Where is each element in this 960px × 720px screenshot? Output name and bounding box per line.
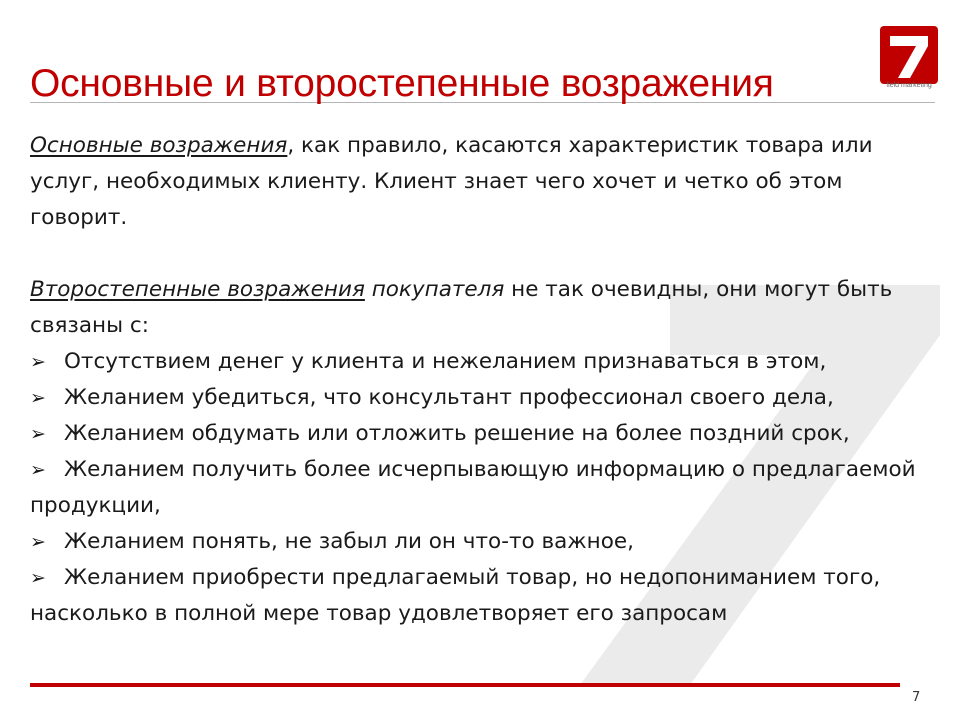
paragraph-secondary-objections <box>30 272 925 344</box>
paragraph-main-objections-text: , как правило, касаются характеристик товара или услуг, необходимых клиенту. Клиент знает чего хочет и четко об этом говорит. <box>30 133 873 230</box>
field-marketing-logo-icon <box>878 20 940 90</box>
term-secondary-objections: Второстепенные возражения <box>30 277 365 302</box>
list-item-text: Желанием убедиться, что консультант профессионал своего дела, <box>64 385 834 410</box>
slide-title: Основные и второстепенные возражения <box>30 62 774 105</box>
paragraph-main-objections <box>30 128 925 236</box>
arrowhead-bullet-icon: ➢ <box>30 531 46 553</box>
list-item <box>30 560 925 632</box>
slide-body <box>30 128 925 632</box>
list-item <box>30 344 925 380</box>
list-item-text: Желанием понять, не забыл ли он что-то важное, <box>64 529 634 554</box>
list-item-text: Отсутствием денег у клиента и нежеланием признаваться в этом, <box>64 349 827 374</box>
arrowhead-bullet-icon: ➢ <box>30 351 46 373</box>
arrowhead-bullet-icon: ➢ <box>30 459 46 481</box>
list-item-text: Желанием приобрести предлагаемый товар, но недопониманием того, насколько в полной мере товар удовлетворяет его запросам <box>30 565 881 626</box>
list-item <box>30 452 925 524</box>
paragraph-spacer <box>30 236 925 272</box>
term-buyer: покупателя <box>364 277 505 302</box>
arrowhead-bullet-icon: ➢ <box>30 387 46 409</box>
page-number: 7 <box>912 690 921 705</box>
arrowhead-bullet-icon: ➢ <box>30 423 46 445</box>
list-item-text: Желанием обдумать или отложить решение на более поздний срок, <box>64 421 850 446</box>
paragraph-secondary-objections-text: не так очевидны, они могут быть связаны с: <box>30 277 893 338</box>
arrowhead-bullet-icon: ➢ <box>30 567 46 589</box>
list-item <box>30 416 925 452</box>
footer-divider <box>30 683 900 687</box>
term-main-objections: Основные возражения <box>30 133 288 158</box>
list-item <box>30 524 925 560</box>
logo-tagline: field marketing <box>886 82 932 89</box>
list-item-text: Желанием получить более исчерпывающую информацию о предлагаемой продукции, <box>30 457 916 518</box>
list-item <box>30 380 925 416</box>
